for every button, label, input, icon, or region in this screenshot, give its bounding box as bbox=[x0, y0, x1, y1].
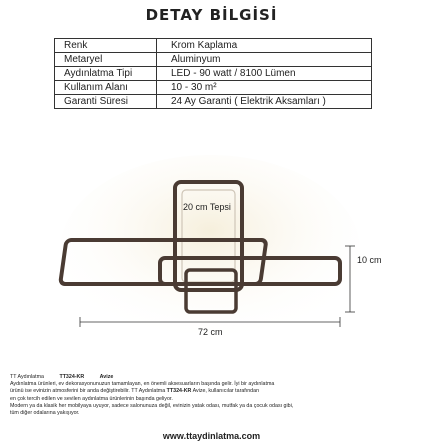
website-url: www.ttaydinlatma.com bbox=[162, 431, 261, 441]
spec-value: Aluminyum bbox=[157, 53, 372, 67]
spec-value: Krom Kaplama bbox=[157, 39, 372, 53]
description-line: tüm diğer odalarına yakışıyor. bbox=[10, 410, 80, 417]
spec-value: LED - 90 watt / 8100 Lümen bbox=[157, 67, 372, 81]
spec-row-warranty bbox=[55, 95, 372, 109]
page-title: DETAY BİLGİSİ bbox=[145, 6, 278, 24]
spec-value: 24 Ay Garanti ( Elektrik Aksamları ) bbox=[157, 95, 372, 109]
description-line: Modern ya da klasik her mobilyaya uyuyor, sadece salonunuza değil, evinizin yatak odası, mutfak ya da çocuk odası gibi, bbox=[10, 402, 294, 409]
dimension-height: 10 cm bbox=[357, 255, 382, 265]
spec-label: Renk bbox=[55, 39, 157, 53]
spec-label: Aydınlatma Tipi bbox=[55, 67, 157, 81]
spec-value: 10 - 30 m² bbox=[157, 81, 372, 95]
description-line: Aydınlatma ürünleri, ev dekorasyonunuzun tamamlayan, en önemli aksesuarların başında gelir. İyi bir aydınlatma bbox=[10, 381, 275, 388]
description-line: en çok tercih edilen ve sevilen aydınlatma ürünlerinin başında geliyor. bbox=[10, 395, 173, 402]
spec-label: Metaryel bbox=[55, 53, 157, 67]
spec-label: Garanti Süresi bbox=[55, 95, 157, 109]
spec-row-color bbox=[55, 39, 372, 53]
spec-row-lighting bbox=[55, 67, 372, 81]
spec-row-area bbox=[55, 81, 372, 95]
dimension-width: 72 cm bbox=[198, 327, 223, 337]
model-code-inline: TT324-KR bbox=[166, 388, 192, 395]
description-line: ürünü ise evinizin atmosferini bir anda değiştirebilir. TT Aydınlatma TT324-KR Avize, kullanıcılar tarafından bbox=[10, 388, 260, 395]
spec-row-material bbox=[55, 53, 372, 67]
brand-name: TT Aydınlatma bbox=[10, 374, 44, 380]
dimension-top-frame: 20 cm Tepsi bbox=[183, 202, 231, 212]
model-code: TT324-KR bbox=[59, 374, 85, 380]
spec-label: Kullanım Alanı bbox=[55, 81, 157, 95]
spec-table bbox=[54, 38, 372, 109]
product-description bbox=[10, 374, 415, 417]
product-type: Avize bbox=[99, 374, 114, 380]
